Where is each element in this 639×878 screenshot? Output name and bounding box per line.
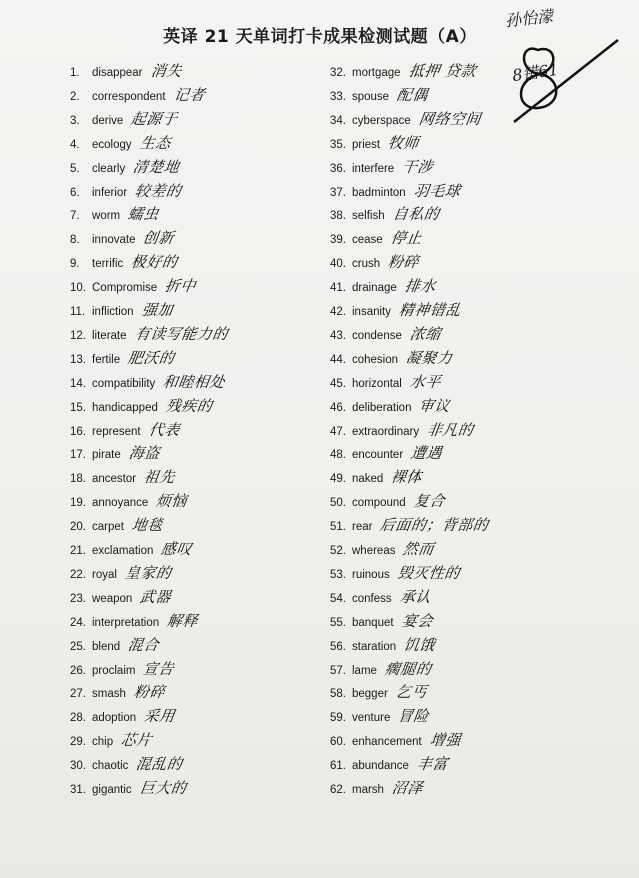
handwritten-answer: 记者 [172,85,206,104]
vocab-item [330,538,434,560]
vocab-item [70,634,159,656]
vocab-item [330,562,460,584]
item-number: 34. [330,114,346,127]
english-word: crush [352,258,381,271]
vocab-item [330,490,445,512]
english-word: begger [352,688,388,701]
english-word: priest [352,138,381,151]
english-word: badminton [352,186,406,199]
english-word: terrific [92,258,124,271]
vocab-item [330,634,435,656]
handwritten-answer: 混合 [126,635,161,654]
item-number: 22. [70,568,86,581]
vocab-item [70,108,178,130]
item-number: 53. [330,568,346,581]
item-number: 5. [70,162,80,175]
english-word: correspondent [92,90,166,103]
vocab-item [70,156,180,178]
english-word: drainage [352,282,397,295]
handwritten-answer: 饥饿 [402,635,437,654]
item-number: 45. [330,377,346,390]
vocab-item [330,658,431,680]
item-number: 43. [330,329,346,342]
english-word: represent [92,425,141,438]
vocab-item [70,538,192,560]
english-word: handicapped [92,401,158,414]
english-word: innovate [92,234,136,247]
vocab-item [330,705,429,727]
vocab-item [70,132,171,154]
vocab-item [70,251,178,273]
handwritten-answer: 冒险 [397,707,431,726]
vocab-item [330,466,422,488]
handwritten-answer: 强加 [140,301,174,319]
english-word: royal [92,568,117,581]
vocab-item [330,419,474,441]
item-number: 26. [70,664,86,677]
item-number: 23. [70,592,86,605]
vocab-item [70,323,228,345]
handwritten-answer: 干涉 [400,157,435,176]
vocab-item [70,419,180,441]
handwritten-answer: 祖先 [142,468,177,487]
english-word: literate [92,329,127,342]
item-number: 50. [330,497,346,510]
item-number: 17. [70,449,86,462]
english-word: gigantic [92,784,132,796]
english-word: interfere [352,162,395,175]
item-number: 15. [70,401,86,414]
item-number: 24. [70,616,86,629]
handwritten-answer: 代表 [147,420,181,439]
english-word: infliction [92,306,134,318]
item-number: 4. [70,138,80,151]
item-number: 58. [330,688,346,701]
english-word: naked [352,473,384,486]
english-word: worm [92,210,121,223]
vocab-item [330,777,423,799]
item-number: 16. [70,425,86,438]
vocab-item [330,753,448,775]
handwritten-answer: 消失 [149,62,183,80]
item-number: 9. [70,258,80,271]
english-word: carpet [92,521,124,534]
vocab-item [70,729,152,751]
item-number: 55. [330,616,346,629]
vocab-item [70,466,175,488]
item-number: 48. [330,449,346,462]
item-number: 46. [330,401,346,414]
item-number: 56. [330,640,346,653]
english-word: abundance [352,760,409,773]
handwritten-answer: 毁灭性的 [396,563,461,582]
item-number: 51. [330,521,346,534]
handwritten-answer: 丰富 [415,755,450,774]
item-number: 41. [330,282,346,295]
handwritten-answer: 配偶 [395,85,430,104]
vocab-item [70,514,163,536]
item-number: 6. [70,186,80,199]
item-number: 3. [70,114,80,127]
vocab-item [330,108,481,130]
vocab-item [70,395,212,417]
handwritten-answer: 采用 [142,707,177,726]
item-number: 28. [70,712,86,725]
vocab-item [330,729,461,751]
handwritten-answer: 烦恼 [154,492,189,511]
vocab-item [70,586,171,608]
page-title: 英译 21 天单词打卡成果检测试题（A） [163,27,477,47]
handwritten-answer: 遭遇 [409,444,444,463]
item-number: 44. [330,353,346,366]
handwritten-answer: 沼泽 [390,779,425,797]
handwritten-answer: 增强 [428,731,462,750]
item-number: 27. [70,688,86,701]
item-number: 32. [330,67,346,79]
english-word: weapon [92,592,133,605]
handwritten-answer: 牧师 [386,133,421,152]
english-word: deliberation [352,401,412,414]
vocab-item [330,586,431,608]
english-word: staration [352,640,397,653]
item-number: 59. [330,712,346,725]
vocab-item [330,681,427,703]
item-number: 62. [330,784,346,796]
handwritten-answer: 肥沃的 [126,348,176,367]
vocab-item [70,203,159,225]
handwritten-answer: 停止 [389,229,423,248]
english-word: cohesion [352,353,399,366]
english-word: Compromise [92,282,158,295]
item-number: 36. [330,162,346,175]
vocab-item [330,514,489,536]
handwritten-answer: 起源于 [129,109,180,128]
handwritten-answer: 有读写能力的 [133,324,229,343]
english-word: extraordinary [352,425,420,438]
handwritten-answer: 抵押 贷款 [407,62,478,80]
vocab-item [330,156,433,178]
english-word: blend [92,640,121,653]
vocab-item [70,227,175,249]
english-word: ecology [92,138,132,151]
english-word: chip [92,736,114,749]
handwritten-answer: 精神错乱 [397,301,463,319]
item-number: 18. [70,473,86,486]
vocab-item [70,490,187,512]
english-word: marsh [352,784,384,796]
english-word: insanity [352,306,391,318]
handwritten-answer: 复合 [412,492,446,511]
vocab-item [330,227,422,249]
english-word: adoption [92,712,137,725]
english-word: mortgage [352,67,401,79]
item-number: 11. [70,306,86,318]
english-word: rear [352,521,373,534]
handwritten-answer: 然而 [402,540,436,558]
handwritten-answer: 羽毛球 [412,181,462,200]
handwritten-answer: 非凡的 [425,420,475,439]
vocab-item [70,347,175,369]
item-number: 2. [70,90,80,103]
handwritten-answer: 粉碎 [386,253,421,272]
student-name: 孙怡濛 [504,6,554,31]
item-number: 54. [330,592,346,605]
item-number: 14. [70,377,86,390]
handwritten-answer: 瘸腿的 [383,659,433,678]
english-word: enhancement [352,736,422,749]
handwritten-answer: 裸体 [390,468,424,487]
vocab-item [70,681,165,703]
vocab-item [70,705,175,727]
vocab-item [330,251,419,273]
english-word: cyberspace [352,114,411,127]
handwritten-answer: 较差的 [133,181,183,200]
item-number: 19. [70,497,86,510]
vocab-item [330,132,419,154]
handwritten-answer: 审议 [418,396,452,415]
item-number: 60. [330,736,346,749]
item-number: 33. [330,90,346,103]
item-number: 38. [330,210,346,223]
item-number: 20. [70,521,86,534]
item-number: 29. [70,736,86,749]
handwritten-answer: 清楚地 [131,157,181,176]
vocab-item [330,275,436,297]
vocab-item [330,60,476,82]
vocab-item [70,562,171,584]
item-number: 35. [330,138,346,151]
english-word: clearly [92,162,126,175]
handwritten-answer: 感叹 [160,540,194,558]
handwritten-answer: 承认 [398,587,432,606]
item-number: 8. [70,234,80,247]
vocab-item [70,84,205,106]
vocab-item [70,610,198,632]
vocab-item [70,753,183,775]
item-number: 25. [70,640,86,653]
english-word: condense [352,329,402,342]
english-word: encounter [352,449,404,462]
english-word: annoyance [92,497,149,510]
item-number: 37. [330,186,346,199]
english-word: pirate [92,449,121,462]
english-word: whereas [352,545,396,557]
vocab-item [70,777,186,799]
handwritten-answer: 浓缩 [408,324,443,343]
item-number: 52. [330,545,346,557]
english-word: ruinous [352,568,390,581]
english-word: exclamation [92,545,154,557]
vocab-item [70,371,225,393]
vocab-item [330,395,450,417]
vocab-item [70,299,173,321]
item-number: 42. [330,306,346,318]
handwritten-answer: 后面的；背部的 [379,516,491,535]
item-number: 47. [330,425,346,438]
english-word: disappear [92,67,143,79]
english-word: selfish [352,210,385,223]
handwritten-answer: 宴会 [400,611,434,630]
item-number: 40. [330,258,346,271]
english-word: inferior [92,186,128,199]
handwritten-answer: 水平 [408,372,443,391]
handwritten-answer: 宣告 [142,659,176,678]
english-word: interpretation [92,616,160,629]
handwritten-answer: 网络空间 [417,109,483,128]
handwritten-answer: 芯片 [119,731,154,750]
item-number: 61. [330,760,346,773]
english-word: compound [352,497,406,510]
handwritten-answer: 残疾的 [164,396,214,415]
handwritten-answer: 折中 [163,277,198,296]
english-word: venture [352,712,391,725]
english-word: spouse [352,90,390,103]
english-word: fertile [92,353,121,366]
handwritten-answer: 混乱的 [135,755,185,774]
score-text: 8错61 [511,59,560,86]
item-number: 10. [70,282,86,295]
item-number: 39. [330,234,346,247]
vocab-item [330,610,433,632]
english-word: derive [92,114,124,127]
vocab-item [330,84,428,106]
handwritten-answer: 和睦相处 [161,372,227,391]
handwritten-answer: 巨大的 [138,779,188,797]
english-word: confess [352,592,392,605]
handwritten-answer: 乞丐 [394,683,429,702]
item-number: 13. [70,353,86,366]
handwritten-answer: 凝聚力 [404,348,454,367]
item-number: 57. [330,664,346,677]
handwritten-answer: 地毯 [130,516,165,535]
english-word: cease [352,234,383,247]
vocab-item [70,60,182,82]
english-word: smash [92,688,126,701]
handwritten-answer: 皇家的 [123,563,173,582]
vocab-item [330,323,441,345]
english-word: banquet [352,616,394,629]
english-word: ancestor [92,473,137,486]
english-word: horizontal [352,377,402,390]
handwritten-answer: 海盗 [127,444,161,463]
handwritten-answer: 蠕虫 [126,205,161,224]
vocab-item [330,371,441,393]
item-number: 21. [70,545,86,557]
item-number: 1. [70,67,80,79]
item-number: 31. [70,784,86,796]
vocab-item [330,299,461,321]
handwritten-answer: 粉碎 [132,683,167,702]
vocab-item [70,442,160,464]
handwritten-answer: 生态 [138,133,172,152]
english-word: lame [352,664,377,677]
english-word: chaotic [92,760,129,773]
item-number: 30. [70,760,86,773]
english-word: compatibility [92,377,156,390]
vocab-item [70,180,182,202]
handwritten-answer: 排水 [403,277,437,296]
vocab-item [330,180,460,202]
handwritten-answer: 创新 [142,229,176,248]
item-number: 12. [70,329,86,342]
item-number: 49. [330,473,346,486]
handwritten-answer: 自私的 [391,205,441,224]
handwritten-answer: 解释 [165,611,200,630]
vocab-item [70,275,196,297]
handwritten-answer: 武器 [138,587,173,606]
vocab-item [330,203,439,225]
vocab-item [70,658,174,680]
vocab-item [330,442,442,464]
vocab-item [330,347,453,369]
item-number: 7. [70,210,80,223]
handwritten-answer: 极好的 [129,253,180,272]
english-word: proclaim [92,664,136,677]
